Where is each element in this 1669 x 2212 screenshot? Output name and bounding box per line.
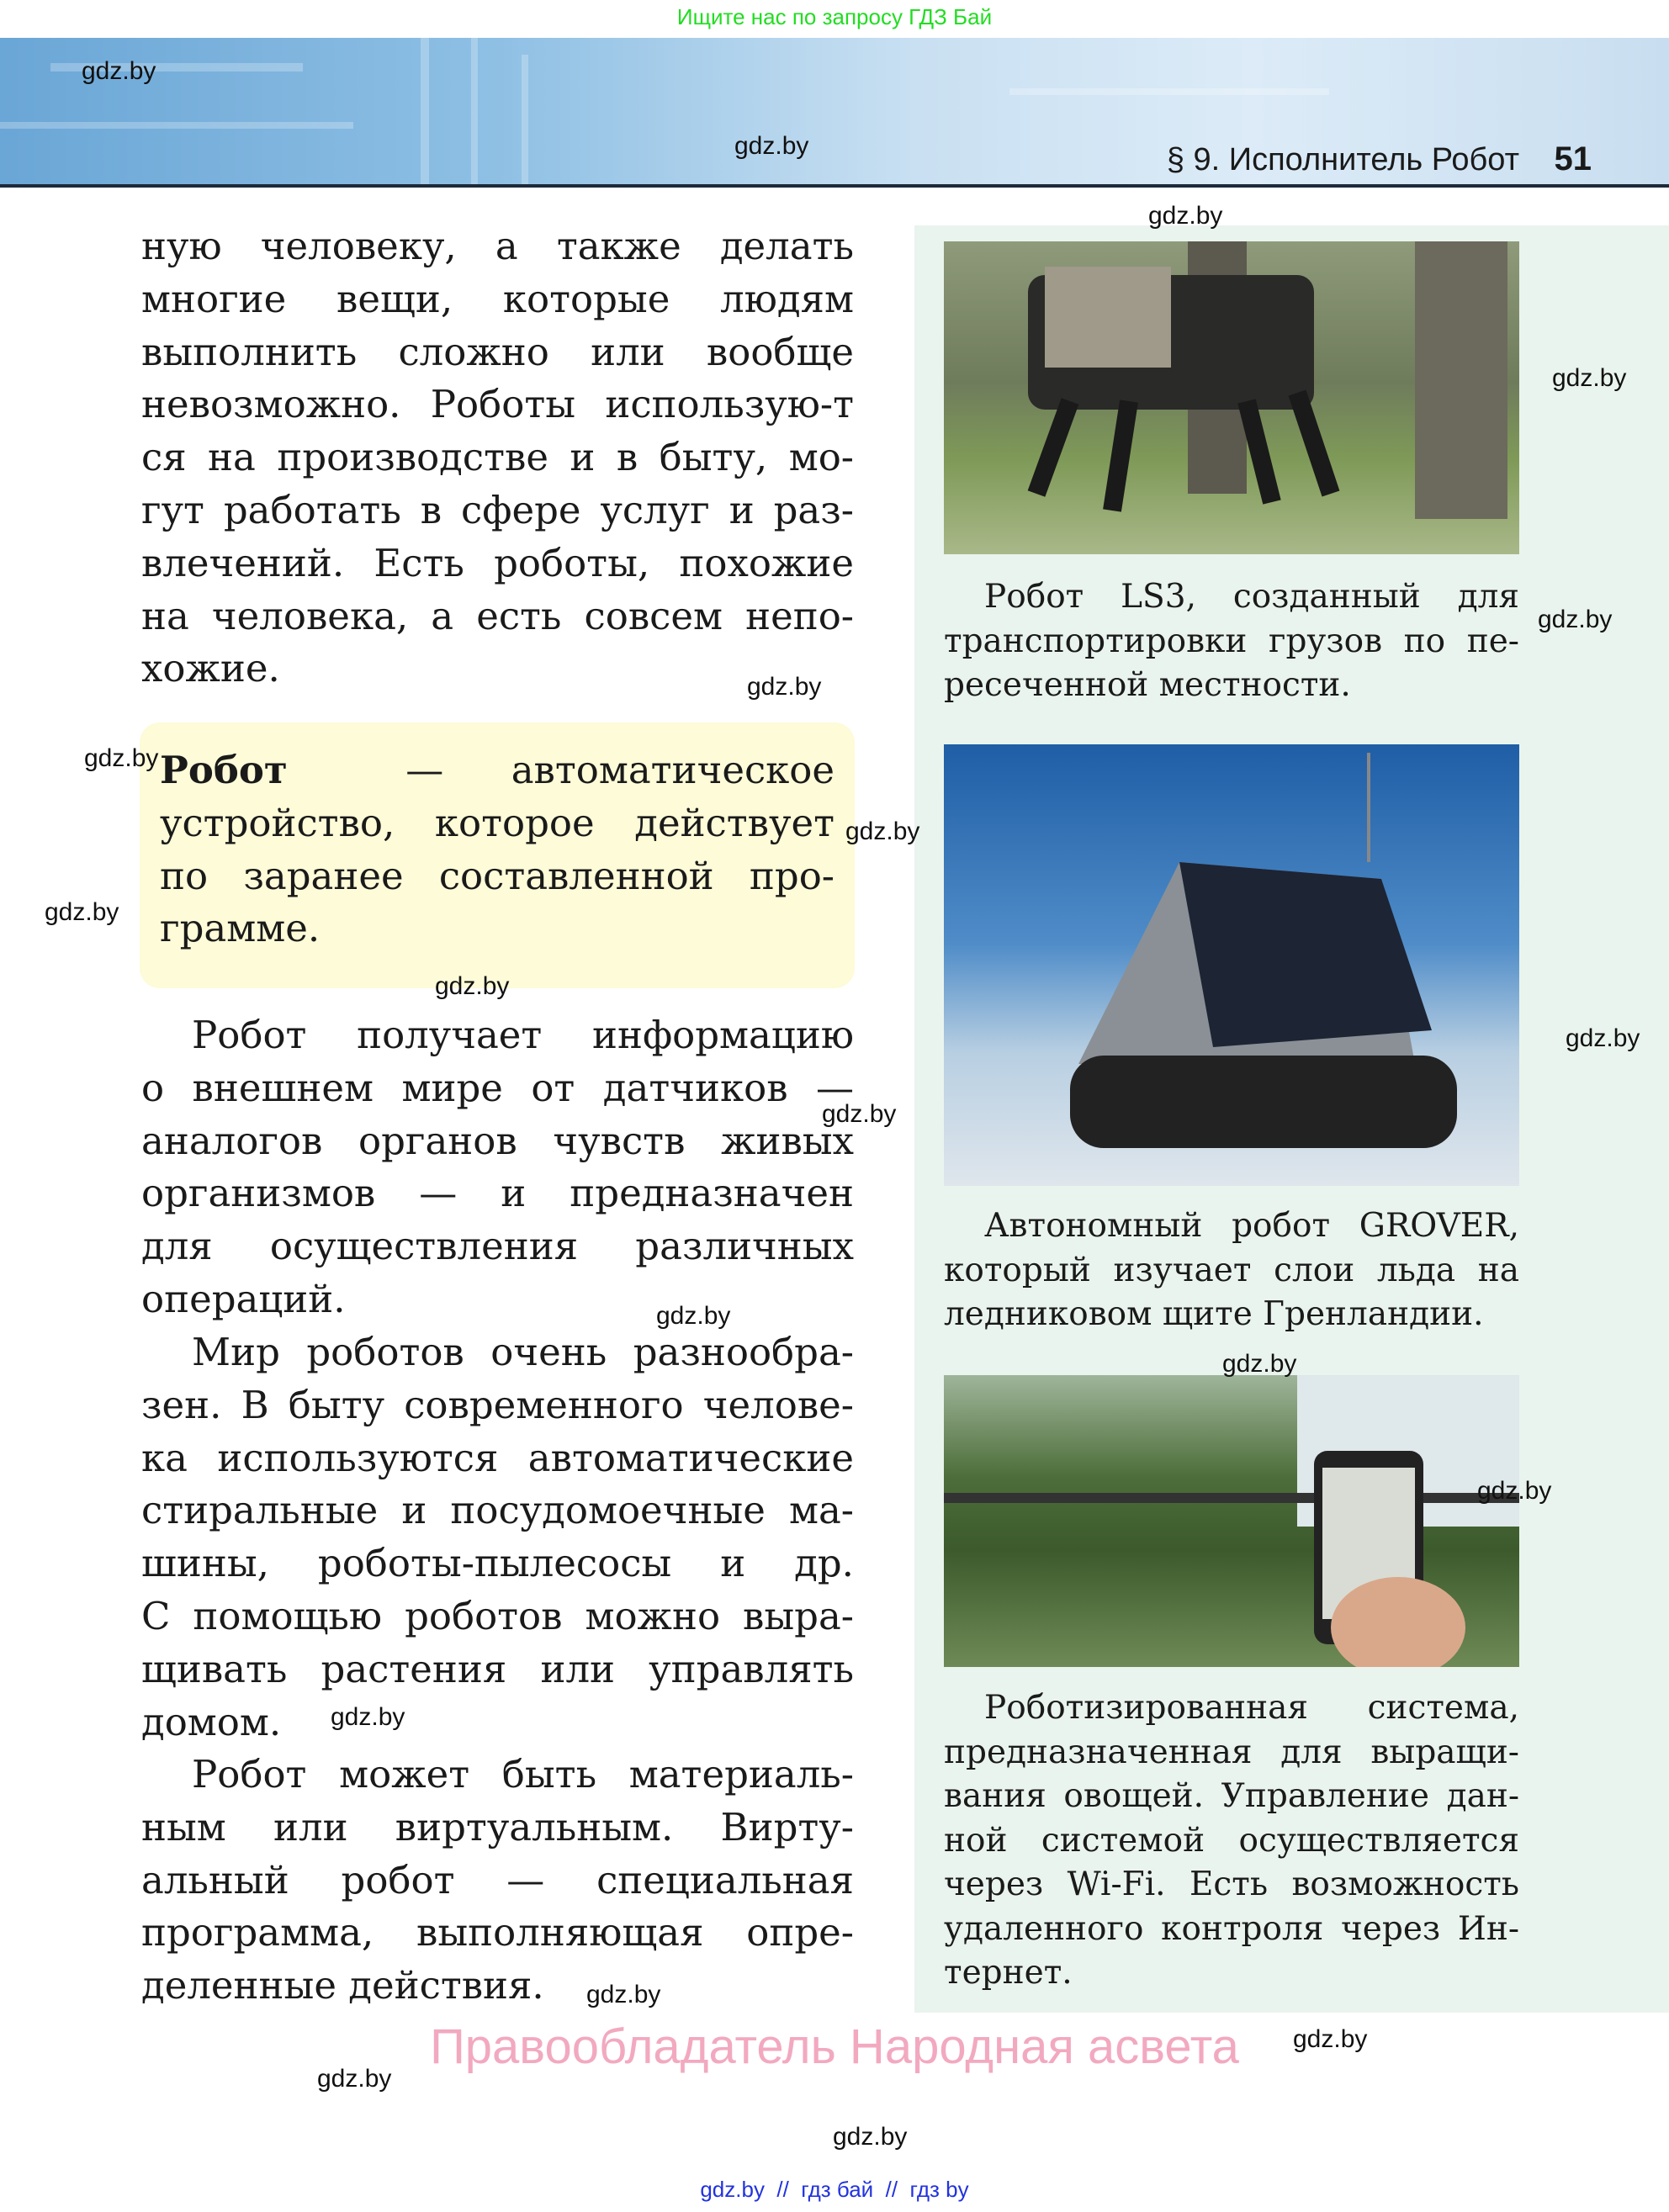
watermark: gdz.by [586, 1981, 661, 2008]
text-line: для осуществления различных [141, 1224, 854, 1269]
text-line: грамме. [160, 906, 321, 951]
text-line: на человека, а есть совсем непо- [141, 593, 854, 638]
grover-robot-photo [944, 744, 1519, 1186]
text-line: устройство, которое действует [160, 800, 834, 845]
text-line: Робот может быть материаль- [192, 1752, 854, 1797]
watermark: gdz.by [734, 132, 809, 160]
paragraph-3 [141, 1326, 854, 1749]
section-title: § 9. Исполнитель Робот [1166, 142, 1519, 177]
text-line: хожие. [141, 646, 280, 691]
caption-line: транспортировки грузов по пе- [944, 622, 1519, 660]
watermark: gdz.by [1538, 606, 1613, 633]
watermark: gdz.by [1477, 1477, 1552, 1505]
watermark: gdz.by [1293, 2025, 1368, 2053]
text-line: С помощью роботов можно выра- [141, 1593, 854, 1638]
page-header [0, 38, 1669, 188]
text-line: операций. [141, 1276, 346, 1321]
text-line: многие вещи, которые людям [141, 276, 854, 321]
text-line: Робот получает информацию [192, 1013, 854, 1057]
definition-term: Робот [160, 748, 288, 792]
caption-line: Роботизированная система, [984, 1689, 1519, 1727]
text-line: стиральные и посудомоечные ма- [141, 1488, 854, 1533]
figure-caption [944, 575, 1519, 708]
text-line: невозможно. Роботы использую-т [141, 382, 854, 427]
caption-line: ледниковом щите Гренландии. [944, 1295, 1484, 1333]
watermark: gdz.by [1552, 364, 1627, 392]
caption-line: Робот LS3, созданный для [984, 578, 1519, 616]
top-search-banner[interactable]: Ищите нас по запросу ГДЗ Бай [676, 4, 993, 29]
watermark: gdz.by [435, 972, 510, 1000]
paragraph-1 [141, 220, 854, 696]
caption-line: который изучает слои льда на [944, 1251, 1519, 1289]
text-line: программа, выполняющая опре- [141, 1910, 854, 1955]
caption-line: Автономный робот GROVER, [984, 1207, 1519, 1245]
text-line: гут работать в сфере услуг и раз- [141, 487, 854, 532]
watermark: gdz.by [1566, 1024, 1640, 1052]
watermark: gdz.by [656, 1302, 731, 1330]
watermark: gdz.by [845, 818, 920, 845]
caption-line: через Wi-Fi. Есть возможность [944, 1865, 1519, 1903]
caption-line: ресеченной местности. [944, 666, 1351, 704]
text-line: ся на производстве и в быту, мо- [141, 435, 854, 480]
watermark: gdz.by [331, 1703, 405, 1731]
watermark: gdz.by [833, 2123, 908, 2151]
text-line: ка используются автоматические [141, 1435, 854, 1480]
text-line: ную человеку, а также делать [141, 224, 854, 268]
text-line: домом. [141, 1699, 282, 1744]
text-line: по заранее составленной про- [160, 853, 834, 898]
text-line: деленные действия. [141, 1963, 544, 2008]
caption-line: вания овощей. Управление дан- [944, 1777, 1519, 1815]
caption-line: ной системой осуществляется [944, 1821, 1519, 1860]
text-line: щивать растения или управлять [141, 1646, 854, 1691]
text-line: альный робот — специальная [141, 1857, 854, 1902]
watermark: gdz.by [747, 673, 822, 701]
definition-box [140, 722, 855, 988]
watermark: gdz.by [822, 1100, 897, 1128]
paragraph-4 [141, 1749, 854, 2013]
paragraph-2 [141, 1009, 854, 1326]
watermark: gdz.by [1148, 202, 1223, 230]
caption-line: удаленного контроля через Ин- [944, 1909, 1519, 1948]
watermark: gdz.by [84, 744, 159, 772]
footer-links[interactable]: gdz.by // гдз бай // гдз by [700, 2177, 969, 2202]
caption-line: предназначенная для выращи- [944, 1733, 1519, 1771]
text-line: Мир роботов очень разнообра- [192, 1330, 854, 1374]
vegetable-growing-system-photo [944, 1375, 1519, 1667]
caption-line: тернет. [944, 1954, 1073, 1992]
text-line: выполнить сложно или вообще [141, 329, 854, 374]
text-line: аналогов органов чувств живых [141, 1118, 854, 1163]
figure-caption [944, 1204, 1519, 1337]
text-line: — автоматическое [405, 748, 834, 792]
figure-caption [944, 1686, 1519, 1996]
text-line: о внешнем мире от датчиков — [141, 1065, 854, 1110]
text-line: зен. В быту современного челове- [141, 1382, 854, 1427]
text-line: влечений. Есть роботы, похожие [141, 540, 854, 585]
robot-ls3-photo [944, 241, 1519, 554]
watermark: gdz.by [45, 898, 119, 926]
watermark: gdz.by [317, 2065, 392, 2093]
watermark: gdz.by [82, 57, 156, 85]
page-number: 51 [1554, 140, 1592, 177]
text-line: ным или виртуальным. Вирту- [141, 1804, 854, 1850]
watermark: gdz.by [1222, 1350, 1297, 1378]
copyright-notice: Правообладатель Народная асвета [430, 2019, 1239, 2074]
text-line: организмов — и предназначен [141, 1171, 854, 1216]
text-line: шины, роботы-пылесосы и др. [141, 1541, 854, 1586]
